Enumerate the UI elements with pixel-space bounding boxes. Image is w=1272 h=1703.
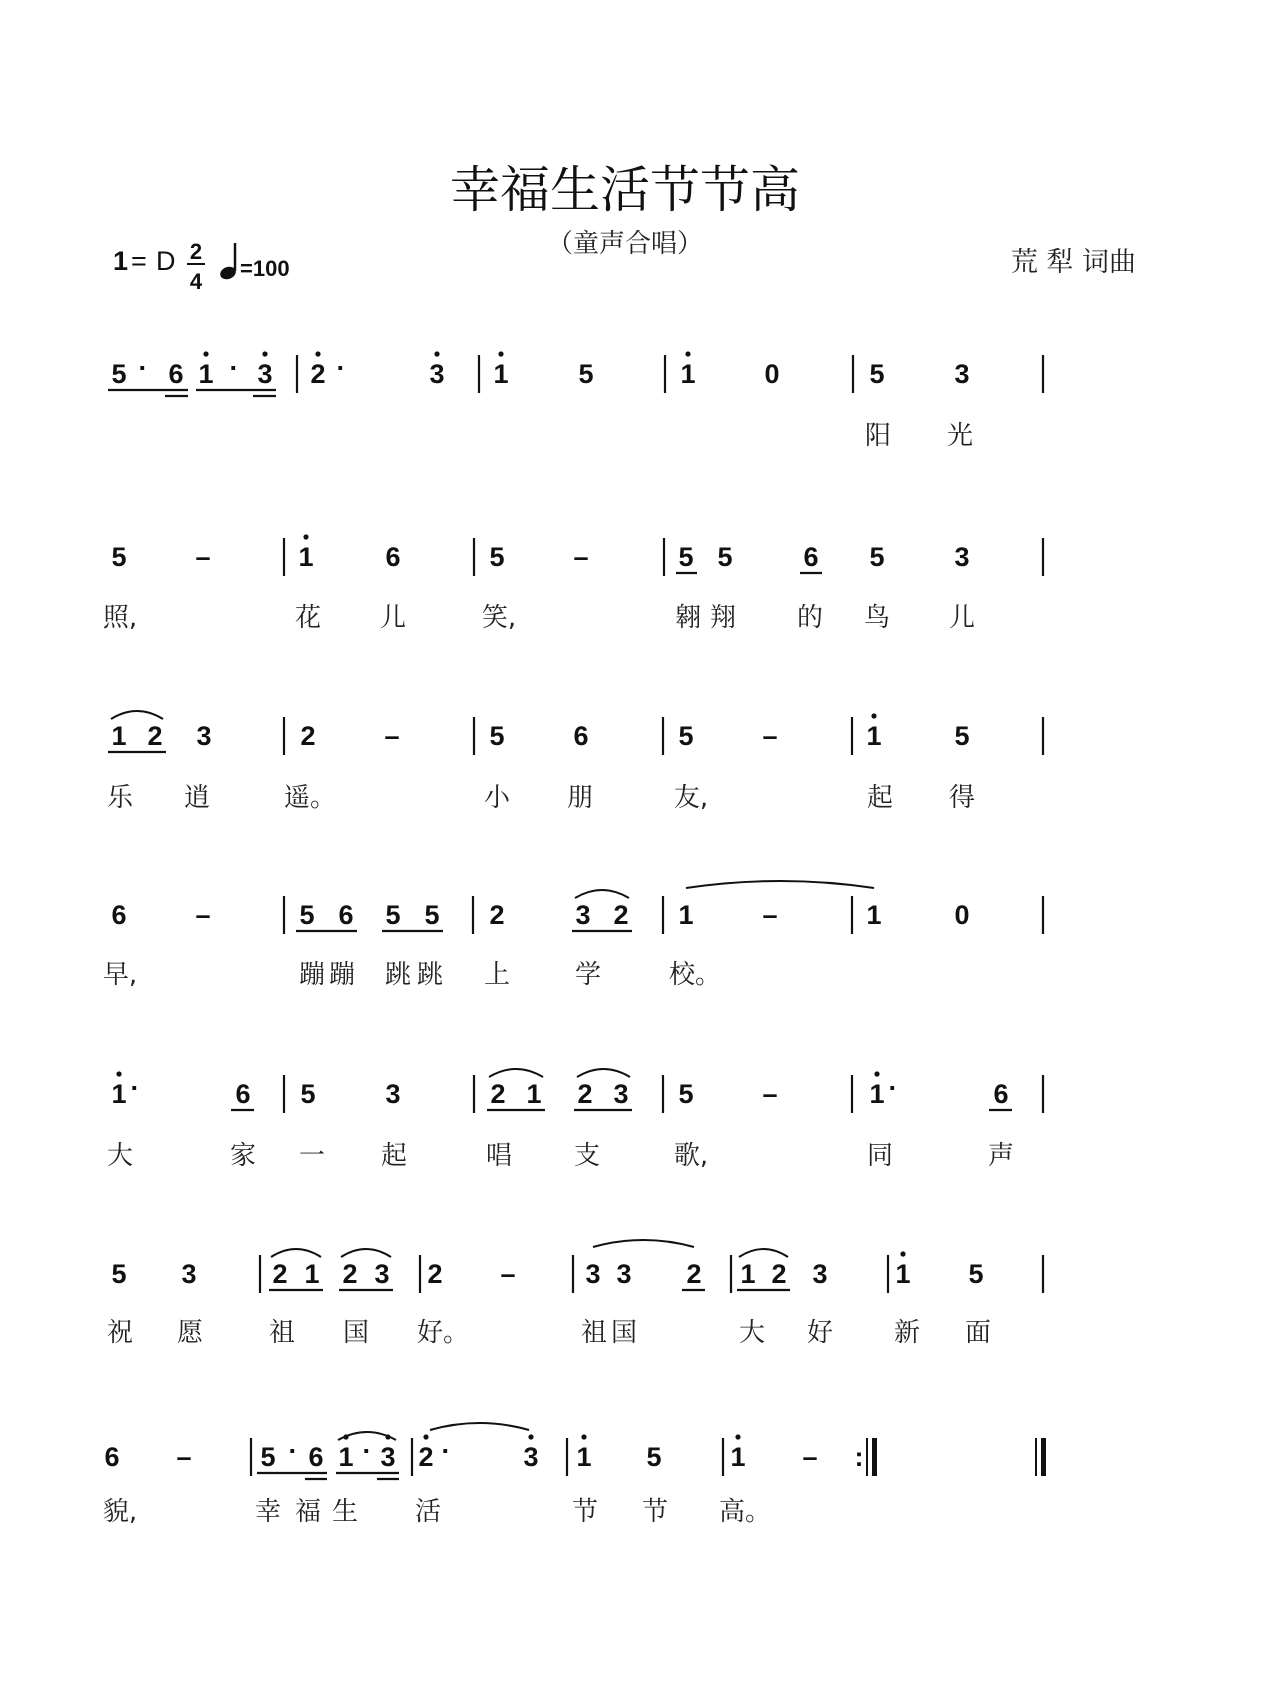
note: 3	[523, 1442, 539, 1472]
lyric: 花	[294, 603, 322, 633]
slur-arc	[430, 1423, 529, 1430]
lyric: 早,	[102, 960, 138, 990]
note: 1	[298, 542, 314, 572]
lyric: 校。	[668, 960, 722, 990]
dash-note: –	[195, 900, 211, 930]
slur-arc	[489, 1069, 543, 1077]
note: 2	[310, 359, 326, 389]
lyric: 跳	[416, 960, 444, 990]
dash-note: –	[762, 900, 778, 930]
note: :	[854, 1442, 864, 1472]
note: 1	[493, 359, 509, 389]
augmentation-dot: ·	[441, 1436, 451, 1466]
key-letter: D	[156, 246, 176, 276]
note: 3	[954, 542, 970, 572]
high-octave-dot	[685, 351, 690, 356]
lyric: 节	[571, 1497, 599, 1527]
note: 2	[490, 1079, 506, 1109]
lyric: 阳	[864, 421, 892, 451]
high-octave-dot	[900, 1251, 905, 1256]
note: 3	[257, 359, 273, 389]
lyric: 支	[573, 1141, 601, 1171]
dash-note: –	[384, 721, 400, 751]
note: 6	[385, 542, 401, 572]
note: 3	[429, 359, 445, 389]
note: 1	[526, 1079, 542, 1109]
note: 6	[168, 359, 184, 389]
note: 1	[111, 1079, 127, 1109]
dash-note: –	[762, 1079, 778, 1109]
note: 2	[686, 1259, 702, 1289]
note: 2	[300, 721, 316, 751]
note: 2	[427, 1259, 443, 1289]
note: 5	[111, 359, 127, 389]
dash-note: –	[802, 1442, 818, 1472]
slur-arc	[575, 890, 629, 898]
note: 5	[111, 542, 127, 572]
lyric: 好	[806, 1318, 834, 1348]
note: 1	[304, 1259, 320, 1289]
lyric: 遥。	[283, 783, 337, 813]
lyric: 友,	[673, 783, 709, 813]
slur-arc	[341, 1249, 391, 1257]
lyric: 祖	[580, 1318, 608, 1348]
lyric: 跳	[384, 960, 412, 990]
note: 5	[717, 542, 733, 572]
note: 6	[993, 1079, 1009, 1109]
lyric: 笑,	[481, 603, 517, 633]
lyric: 节	[641, 1497, 669, 1527]
high-octave-dot	[735, 1434, 740, 1439]
song-subtitle: （童声合唱）	[546, 229, 704, 259]
note: 1	[869, 1079, 885, 1109]
lyric: 照,	[102, 603, 138, 633]
note: 3	[385, 1079, 401, 1109]
score-row-2	[103, 534, 1043, 633]
high-octave-dot	[203, 351, 208, 356]
note: 5	[111, 1259, 127, 1289]
note: 3	[181, 1259, 197, 1289]
note: 5	[489, 721, 505, 751]
lyric: 蹦	[328, 960, 356, 990]
high-octave-dot	[498, 351, 503, 356]
score-rows	[103, 351, 1046, 1527]
time-signature-bottom: 4	[189, 269, 203, 294]
note: 6	[111, 900, 127, 930]
note: 1	[576, 1442, 592, 1472]
note: 0	[764, 359, 780, 389]
lyric: 翔	[709, 603, 737, 633]
lyric: 高。	[718, 1497, 772, 1527]
note: 2	[577, 1079, 593, 1109]
note: 1	[866, 721, 882, 751]
note: 1	[678, 900, 694, 930]
lyric: 小	[483, 783, 511, 813]
lyric: 祝	[106, 1318, 134, 1348]
dash-note: –	[195, 542, 211, 572]
note: 1	[740, 1259, 756, 1289]
note: 5	[299, 900, 315, 930]
high-octave-dot	[528, 1434, 533, 1439]
note: 6	[308, 1442, 324, 1472]
note: 3	[616, 1259, 632, 1289]
lyric: 新	[893, 1318, 921, 1348]
key-signature	[113, 246, 176, 276]
note: 5	[489, 542, 505, 572]
lyric: 面	[964, 1318, 992, 1348]
score-row-1	[108, 351, 1043, 451]
lyric: 声	[987, 1141, 1015, 1171]
high-octave-dot	[262, 351, 267, 356]
lyric: 儿	[948, 603, 976, 633]
high-octave-dot	[871, 713, 876, 718]
augmentation-dot: ·	[888, 1073, 898, 1103]
augmentation-dot: ·	[336, 353, 346, 383]
note: 5	[968, 1259, 984, 1289]
quarter-note-icon	[218, 243, 237, 281]
lyric: 翱	[674, 603, 702, 633]
dash-note: –	[573, 542, 589, 572]
lyric: 鸟	[863, 603, 891, 633]
note: 2	[418, 1442, 434, 1472]
song-title: 幸福生活节节高	[450, 161, 800, 219]
lyric: 乐	[106, 783, 134, 813]
lyric: 活	[414, 1497, 442, 1527]
note: 5	[954, 721, 970, 751]
slur-arc	[111, 711, 163, 719]
final-bar-thick	[1041, 1438, 1046, 1476]
augmentation-dot: ·	[229, 353, 239, 383]
tempo-marking	[218, 243, 289, 281]
note: 1	[198, 359, 214, 389]
note: 5	[678, 542, 694, 572]
lyric: 起	[866, 783, 894, 813]
lyric: 蹦	[298, 960, 326, 990]
note: 5	[300, 1079, 316, 1109]
tempo-value: =100	[240, 256, 290, 281]
lyric: 学	[574, 960, 602, 990]
note: 5	[646, 1442, 662, 1472]
key-one: 1	[113, 246, 129, 276]
lyric: 祖	[268, 1318, 296, 1348]
note: 6	[235, 1079, 251, 1109]
high-octave-dot	[303, 534, 308, 539]
score-row-5	[107, 1069, 1043, 1171]
slur-arc	[739, 1249, 788, 1257]
score-row-3	[107, 711, 1043, 813]
lyric: 儿	[379, 603, 407, 633]
lyric: 国	[610, 1318, 638, 1348]
note: 5	[678, 1079, 694, 1109]
lyric: 愿	[176, 1318, 204, 1348]
note: 3	[196, 721, 212, 751]
high-octave-dot	[434, 351, 439, 356]
note: 2	[489, 900, 505, 930]
high-octave-dot	[874, 1071, 879, 1076]
score-row-7	[103, 1423, 1046, 1527]
lyric: 家	[229, 1141, 257, 1171]
score-row-4	[103, 881, 1043, 990]
augmentation-dot: ·	[138, 353, 148, 383]
note: 1	[338, 1442, 354, 1472]
note: 3	[812, 1259, 828, 1289]
lyric: 貌,	[102, 1497, 138, 1527]
dash-note: –	[500, 1259, 516, 1289]
note: 6	[338, 900, 354, 930]
slur-arc	[593, 1240, 694, 1247]
note: 5	[578, 359, 594, 389]
note: 1	[866, 900, 882, 930]
lyric: 起	[380, 1141, 408, 1171]
augmentation-dot: ·	[362, 1436, 372, 1466]
note: 1	[895, 1259, 911, 1289]
note: 5	[424, 900, 440, 930]
lyric: 幸	[254, 1497, 282, 1527]
note: 6	[573, 721, 589, 751]
note: 5	[869, 542, 885, 572]
note: 3	[613, 1079, 629, 1109]
lyric: 大	[738, 1318, 766, 1348]
note: 3	[575, 900, 591, 930]
note: 3	[954, 359, 970, 389]
lyric: 生	[331, 1497, 359, 1527]
note: 5	[385, 900, 401, 930]
note: 3	[374, 1259, 390, 1289]
note: 0	[954, 900, 970, 930]
note: 2	[147, 721, 163, 751]
time-signature-top: 2	[189, 239, 203, 264]
score-row-6	[107, 1240, 1043, 1348]
lyric: 逍	[183, 783, 211, 813]
high-octave-dot	[581, 1434, 586, 1439]
dash-note: –	[762, 721, 778, 751]
note: 1	[680, 359, 696, 389]
note: 2	[272, 1259, 288, 1289]
note: 2	[342, 1259, 358, 1289]
lyric: 福	[294, 1497, 322, 1527]
high-octave-dot	[116, 1071, 121, 1076]
note: 3	[380, 1442, 396, 1472]
note: 1	[111, 721, 127, 751]
augmentation-dot: ·	[288, 1436, 298, 1466]
augmentation-dot: ·	[130, 1073, 140, 1103]
lyric: 得	[948, 783, 976, 813]
note: 5	[869, 359, 885, 389]
lyric: 国	[342, 1318, 370, 1348]
lyric: 一	[298, 1141, 326, 1171]
lyric: 上	[483, 960, 511, 990]
note: 6	[104, 1442, 120, 1472]
lyric: 同	[866, 1141, 894, 1171]
note: 2	[613, 900, 629, 930]
note: 5	[678, 721, 694, 751]
key-equals: =	[131, 246, 147, 276]
time-signature	[187, 239, 205, 294]
note: 6	[803, 542, 819, 572]
note: 2	[771, 1259, 787, 1289]
lyric: 光	[946, 421, 974, 451]
dash-note: –	[176, 1442, 192, 1472]
lyric: 唱	[485, 1141, 513, 1171]
lyric: 的	[796, 603, 824, 633]
slur-arc	[686, 881, 874, 888]
lyric: 大	[106, 1141, 134, 1171]
slur-arc	[577, 1069, 630, 1077]
high-octave-dot	[315, 351, 320, 356]
lyric: 朋	[566, 783, 594, 813]
note: 5	[260, 1442, 276, 1472]
lyric: 歌,	[673, 1141, 709, 1171]
author-credit: 荒 犁 词曲	[1010, 247, 1136, 278]
note: 3	[585, 1259, 601, 1289]
high-octave-dot	[423, 1434, 428, 1439]
note: 1	[730, 1442, 746, 1472]
lyric: 好。	[416, 1318, 470, 1348]
repeat-bar-thick	[872, 1438, 877, 1476]
slur-arc	[271, 1249, 321, 1257]
